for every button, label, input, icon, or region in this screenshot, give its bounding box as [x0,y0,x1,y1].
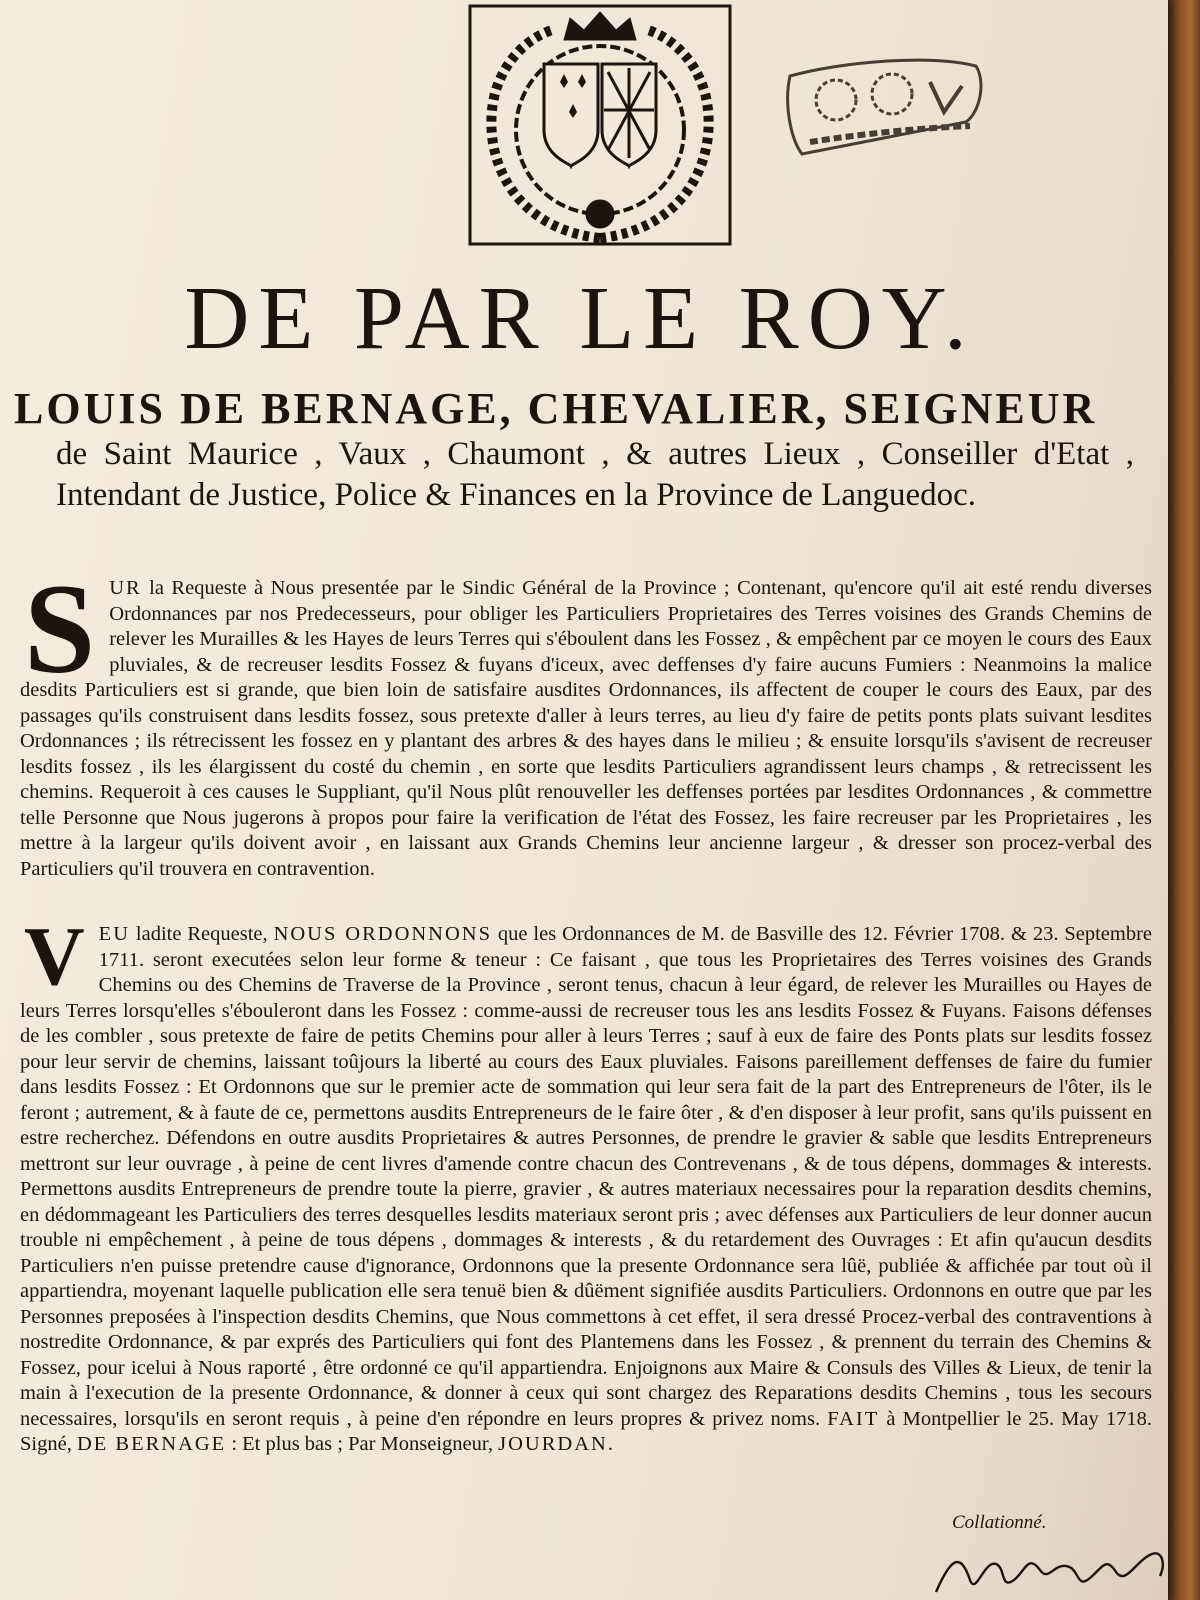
handwritten-signature [930,1520,1168,1600]
ordinance-text-b: que les Ordonnances de M. de Basville des 12. Février 1708. & 23. Septembre 1711. seront executées selon leur forme & teneur : Ce faisant , que tous les Proprietaires des Terres voisines des Grands Chemins ou des Chemins de Traverse de la Province , seront tenus, chacun à leur égard, de relever les Murailles ou Hayes de leurs Terres lorsqu'elles s'ébouleront dans les Fossez : comme-aussi de recreuser tous les ans lesdits Fossez & Fuyans. Faisons défenses de les combler , sous pretexte de faire de petits Chemins pour aller à leurs Terres ; sauf à eux de faire des Ponts plats sur lesdits fossez pour leur servir de chemins, laissant toûjours la liberté au cours des Eaux pluviales. Faisons pareillement deffenses de faire du fumier dans lesdits Fossez : Et Ordonnons que sur le premier acte de sommation qui leur sera fait de la part des Entrepreneurs de l'ôter, ils le feront ; autrement, & à faute de ce, permettons ausdits Entrepreneurs de le faire ôter , & d'en disposer à leur profit, sans qu'ils puissent en estre recherchez. Défendons en outre ausdits Proprietaires & autres Personnes, de prendre le gravier & sable que lesdits Entrepreneurs mettront sur leur ouvrage , à peine de cent livres d'amende contre chacun des Contrevenans , & de tous dépens, dommages & interests. Permettons ausdits Entrepreneurs de prendre toute la pierre, gravier , & autres materiaux necessaires pour la reparation desdits chemins, en dédommageant les Particuliers des terres desquelles lesdits materiaux seront pris ; avec défenses aux Particuliers de leur donner aucun trouble ni empêchement , à peine de tous dépens , dommages & interests , & du retardement des Ouvrages : Et afin qu'aucun desdits Particuliers n'en puisse pretendre cause d'ignorance, Ordonnons que la presente Ordonnance sera lûë, publiée & affichée par tout où il appartiendra, moyenant laquelle publication elle sera tenuë bien & dûëment signifiée ausdits Particuliers. Ordonnons en outre que par les Personnes preposées à l'inspection desdits Chemins, que Nous commettons à cet effet, il sera dressé Procez-verbal des contraventions à nostredite Ordonnance, & par exprés des Particuliers qui font des Plantemens dans les Fossez , & prennent du terrain des Chemins & Fossez, pour icelui à Nous raporté , être ordonné ce qu'il appartiendra. Enjoignons aux Maire & Consuls des Villes & Lieux, de tenir la main à l'execution de la presente Ordonnance, & donner à ceux qui sont chargez des Reparations desdits Chemins , tous les secours necessaires, lorsqu'ils en seront requis , à peine d'en répondre en leurs propres & privez noms. [20,923,1153,1430]
paragraph-petition [20,558,1152,882]
ordinance-text-d: : Et plus bas ; Par Monseigneur, [231,1433,494,1455]
wooden-table-edge [1168,0,1200,1600]
fait-word: FAIT [827,1407,880,1430]
secretary-name: JOURDAN. [498,1433,615,1455]
petition-text: la Requeste à Nous presentée par le Sindic Général de la Province ; Contenant, qu'encore qu'il ait esté rendu diverses Ordonnances par nos Predecesseurs, pour obliger les Particuliers Proprietaires des Terres voisines des Grands Chemins de relever les Murailles & les Hayes de leurs Terres qui s'éboulent dans les Fossez , & empêchent par ce moyen le cours des Eaux pluviales, & de recreuser lesdits Fossez & fuyans d'iceux, avec deffenses d'y faire aucuns Fumiers : Neanmoins la malice desdits Particuliers est si grande, que bien loin de satisfaire ausdites Ordonnances, ils affectent de couper le cours des Eaux, par des passages qu'ils construisent dans lesdits fossez, sous pretexte d'aller à leurs terres, au lieu d'y faire de petits ponts plats suivant lesdites Ordonnances ; ils rétrecissent les fossez en y plantant des arbres & des hayes dans le milieu ; & ensuite lorsqu'ils s'avisent de recreuser lesdits fossez , ils les élargissent du costé du chemin , en sorte que lesdits Particuliers agrandissent leurs champs , & retrecissent les chemins. Requeroit à ces causes le Suppliant, qu'il Nous plût renouveller les deffenses portées par lesdites Ordonnances , & commettre telle Personne que Nous jugerons à propos pour faire la verification de l'état des Fossez, les faire recreuser par les Proprietaires , les mettre à la largeur qu'ils doivent avoir , en laissant aux Grands Chemins leur ancienne largeur , & dresser son procez-verbal des Particuliers qu'il trouvera en contravention. [20,577,1152,880]
royal-coat-of-arms [452,0,748,256]
lead-word: UR [109,577,142,599]
lead-word: EU [98,923,130,945]
collationne-note: Collationné. [952,1512,1047,1533]
ordinance-text-c: à Montpellier le 25. May 1718. Signé, [20,1407,1153,1455]
ordinance-text-a: ladite Requeste, [135,923,268,945]
paragraph-ordinance [20,910,1153,1458]
drop-cap-v: V [24,910,85,1003]
royal-tax-stamp [780,42,992,170]
intendant-titles: de Saint Maurice , Vaux , Chaumont , & autres Lieux , Conseiller d'Etat , Intendant de Justice, Police & Finances en la Province de Languedoc. [56,436,1134,513]
intendant-name-line: LOUIS DE BERNAGE, CHEVALIER, SEIGNEUR [14,384,1098,433]
signatory-name: DE BERNAGE [76,1433,227,1455]
proclamation-title: DE PAR LE ROY. [184,269,976,368]
ordonnons-heading: NOUS ORDONNONS [273,923,492,945]
drop-cap-s: S [24,558,96,700]
